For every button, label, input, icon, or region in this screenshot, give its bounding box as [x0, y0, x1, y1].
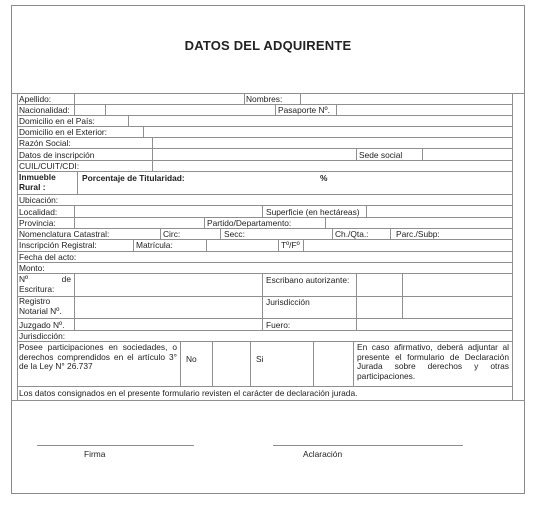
row-divider — [17, 205, 513, 206]
row-divider — [17, 171, 513, 172]
label-aclaracion: Aclaración — [303, 449, 343, 459]
col-divider — [74, 104, 75, 115]
label-sede-social: Sede social — [359, 150, 403, 160]
label-declaracion-jurada: Los datos consignados en el presente formulario revisten el carácter de declaración jurada. — [19, 388, 358, 398]
row-divider — [17, 137, 513, 138]
label-n-escritura: Nº de Escritura: — [19, 274, 71, 294]
col-divider — [250, 341, 251, 386]
col-divider — [390, 228, 391, 239]
label-secc: Secc: — [224, 229, 245, 239]
label-jurisdiccion-2: Jurisdicción: — [19, 331, 66, 341]
col-divider — [325, 217, 326, 228]
label-superficie: Superficie (en hectáreas) — [266, 207, 360, 217]
label-nombres: Nombres: — [246, 94, 283, 104]
col-divider — [77, 171, 78, 194]
row-divider — [17, 160, 513, 161]
col-divider — [74, 93, 75, 104]
label-pasaporte: Pasaporte Nº. — [278, 105, 330, 115]
col-divider — [262, 273, 263, 330]
border-right — [512, 93, 513, 400]
row-divider — [17, 251, 513, 252]
label-jurisdiccion: Jurisdicción — [266, 297, 310, 307]
col-divider — [313, 341, 314, 386]
row-divider — [17, 104, 513, 105]
label-escribano: Escribano autorizante: — [266, 275, 350, 285]
col-divider — [143, 126, 144, 137]
label-fuero: Fuero: — [266, 320, 291, 330]
label-parc-subp: Parc./Subp: — [396, 229, 440, 239]
row-divider — [17, 262, 513, 263]
col-divider — [356, 148, 357, 160]
col-divider — [74, 273, 75, 330]
label-domicilio-exterior: Domicilio en el Exterior: — [19, 127, 107, 137]
col-divider — [402, 273, 403, 318]
label-percent: % — [320, 173, 328, 183]
label-nacionalidad: Nacionalidad: — [19, 105, 70, 115]
label-ch-qta: Ch./Qta.: — [335, 229, 369, 239]
col-divider — [152, 137, 153, 171]
label-razon-social: Razón Social: — [19, 138, 71, 148]
label-ubicacion: Ubicación: — [19, 195, 59, 205]
col-divider — [275, 104, 276, 115]
col-divider — [300, 93, 301, 104]
row-divider — [17, 273, 513, 274]
label-monto: Monto: — [19, 263, 45, 273]
label-circ: Circ: — [163, 229, 181, 239]
col-divider — [133, 239, 134, 251]
label-nomenclatura: Nomenclatura Catastral: — [19, 229, 110, 239]
label-caso-afirmativo: En caso afirmativo, deberá adjuntar al presente el formulario de Declaración Jurada sobre derechos y otras participaciones. — [357, 342, 509, 381]
col-divider — [244, 93, 245, 104]
label-inmueble-rural: Inmueble Rural : — [19, 172, 56, 192]
label-partido: Partido/Departamento: — [207, 218, 292, 228]
col-divider — [212, 341, 213, 386]
row-divider — [17, 386, 513, 387]
col-divider — [332, 228, 333, 239]
col-divider — [336, 104, 337, 115]
label-provincia: Provincia: — [19, 218, 56, 228]
label-domicilio-pais: Domicilio en el País: — [19, 116, 95, 126]
row-divider — [17, 148, 513, 149]
label-porcentaje: Porcentaje de Titularidad: — [82, 173, 185, 183]
col-divider — [105, 104, 106, 115]
signature-line-aclaracion — [273, 445, 463, 446]
col-divider — [422, 148, 423, 160]
col-divider — [160, 228, 161, 239]
form-title: DATOS DEL ADQUIRENTE — [184, 38, 352, 53]
label-localidad: Localidad: — [19, 207, 58, 217]
label-tomo-folio: Tº/Fº — [281, 240, 300, 250]
col-divider — [128, 115, 129, 126]
label-cuil: CUIL/CUIT/CDI: — [19, 161, 80, 171]
col-divider — [204, 217, 205, 228]
row-divider — [11, 400, 525, 401]
label-fecha-acto: Fecha del acto: — [19, 252, 77, 262]
col-divider — [356, 273, 357, 330]
col-divider — [74, 205, 75, 217]
col-divider — [303, 239, 304, 251]
col-divider — [366, 205, 367, 217]
label-juzgado: Juzgado Nº. — [19, 320, 65, 330]
label-datos-inscripcion: Datos de inscripción — [19, 150, 95, 160]
row-divider — [17, 318, 513, 319]
label-firma: Firma — [84, 449, 106, 459]
label-matricula: Matrícula: — [136, 240, 173, 250]
border-left — [17, 93, 18, 400]
col-divider — [180, 341, 181, 386]
label-registro-notarial: Registro Notarial Nº. — [19, 296, 62, 316]
col-divider — [220, 228, 221, 239]
label-posee-participaciones: Posee participaciones en sociedades, o derechos comprendidos en el artículo 3° de la Ley N° 26.737 — [19, 342, 177, 372]
label-si: Si — [256, 354, 264, 364]
col-divider — [262, 205, 263, 217]
col-divider — [74, 217, 75, 228]
col-divider — [206, 239, 207, 251]
col-divider — [353, 341, 354, 386]
signature-line-firma — [37, 445, 194, 446]
col-divider — [278, 239, 279, 251]
label-apellido: Apellido: — [19, 94, 52, 104]
row-divider — [17, 194, 513, 195]
label-no: No — [186, 354, 197, 364]
label-inscripcion-registral: Inscripción Registral: — [19, 240, 97, 250]
row-divider — [17, 330, 513, 331]
row-divider — [17, 296, 513, 297]
